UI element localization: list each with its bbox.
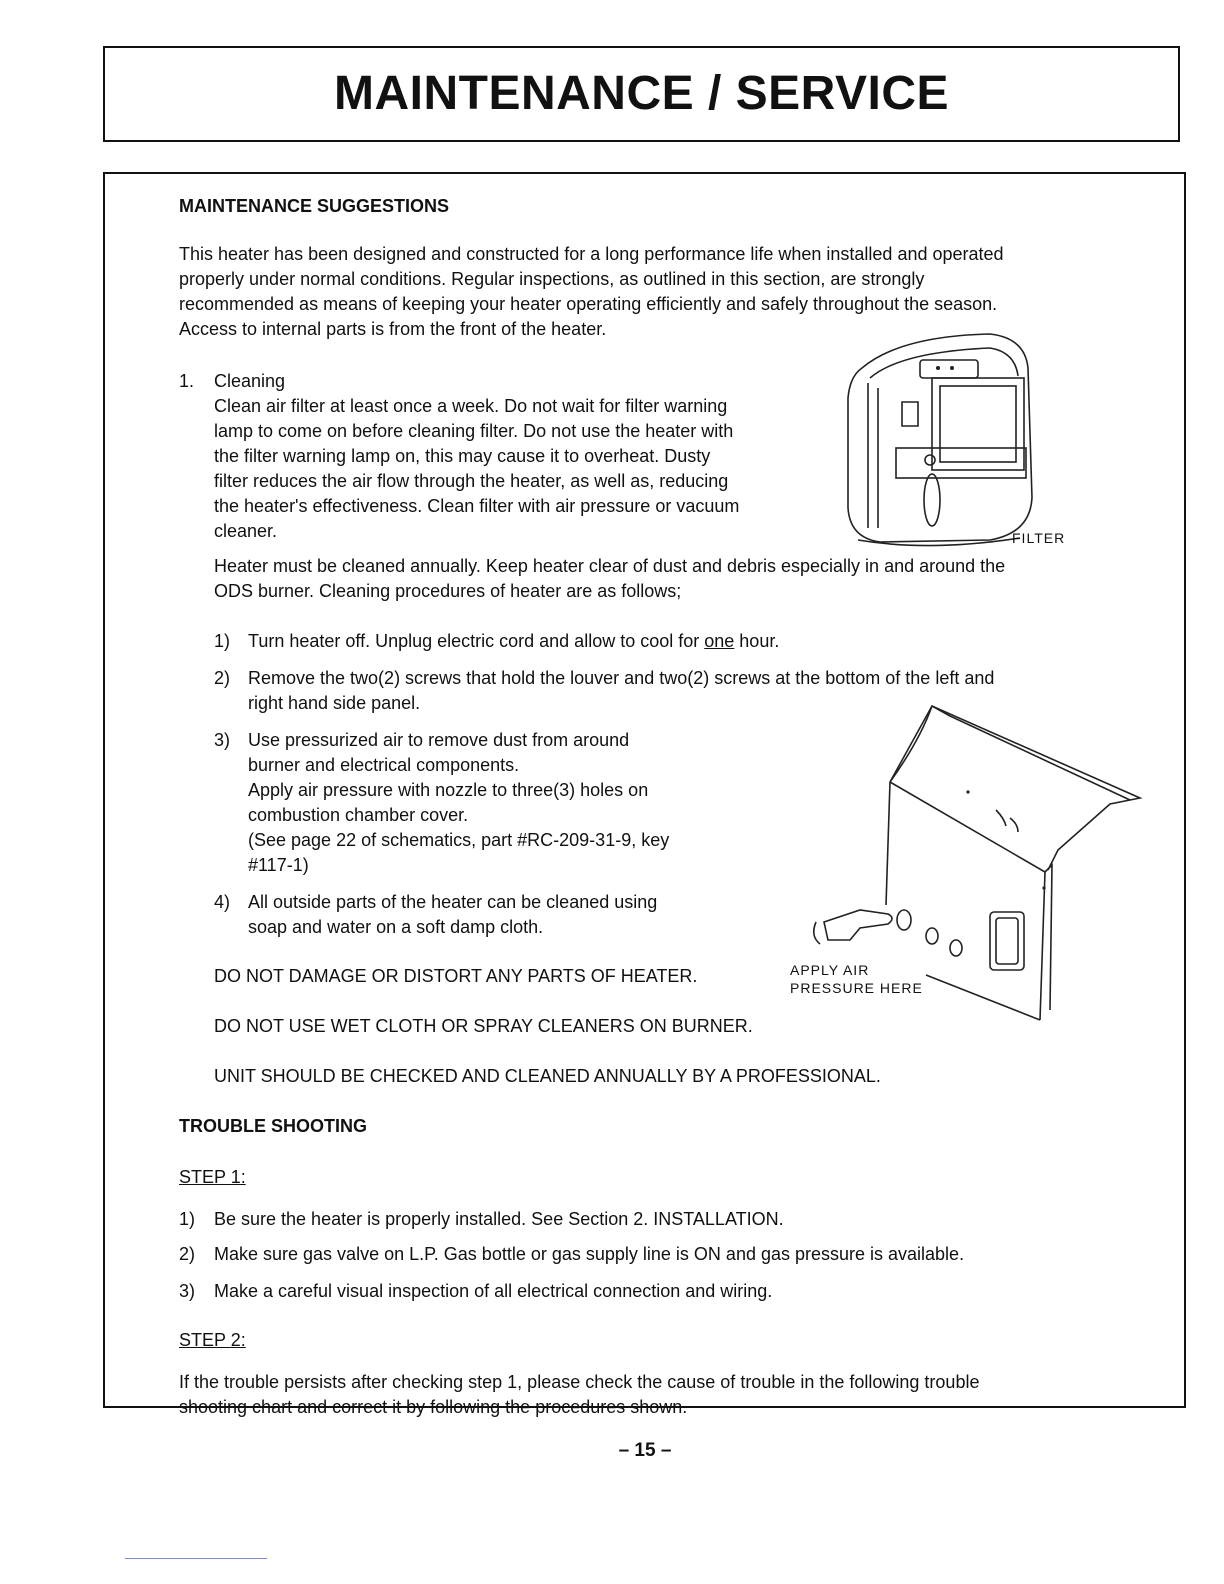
- cleaning-line: the heater's effectiveness. Clean filter with air pressure or vacuum: [214, 496, 740, 516]
- air-label: APPLY AIR: [790, 962, 870, 978]
- cleaning-title: Cleaning: [214, 371, 286, 391]
- step-text: Use pressurized air to remove dust from around: [248, 730, 630, 750]
- step1-number: 3): [179, 1281, 196, 1301]
- troubleshooting-heading: TROUBLE SHOOTING: [179, 1116, 367, 1136]
- intro-line: recommended as means of keeping your heater operating efficiently and safely throughout the season.: [179, 294, 998, 314]
- intro-line: properly under normal conditions. Regular inspections, as outlined in this section, are strongly: [179, 269, 925, 289]
- warning-text: DO NOT DAMAGE OR DISTORT ANY PARTS OF HEATER.: [214, 966, 698, 986]
- air-label: PRESSURE HERE: [790, 980, 923, 996]
- cleaning-line: lamp to come on before cleaning filter. Do not use the heater with: [214, 421, 734, 441]
- title-box: [103, 46, 1180, 142]
- cleaning-line: the filter warning lamp on, this may cause it to overheat. Dusty: [214, 446, 711, 466]
- step-text: soap and water on a soft damp cloth.: [248, 917, 544, 937]
- step-text: All outside parts of the heater can be cleaned using: [248, 892, 658, 912]
- filter-label: FILTER: [1012, 530, 1066, 546]
- step-text: (See page 22 of schematics, part #RC-209-31-9, key: [248, 830, 670, 850]
- step-number: 2): [214, 668, 231, 688]
- step-text: burner and electrical components.: [248, 755, 520, 775]
- step-text: #117-1): [248, 855, 309, 875]
- step2-text: shooting chart and correct it by following the procedures shown.: [179, 1397, 688, 1417]
- cleaning-line: filter reduces the air flow through the heater, as well as, reducing: [214, 471, 729, 491]
- intro-line: This heater has been designed and constructed for a long performance life when installed and operated: [179, 244, 1004, 264]
- step1-label: STEP 1:: [179, 1167, 246, 1187]
- step1-number: 1): [179, 1209, 196, 1229]
- step1-text: Be sure the heater is properly installed. See Section 2. INSTALLATION.: [214, 1209, 784, 1229]
- cleaning-line: Clean air filter at least once a week. Do not wait for filter warning: [214, 396, 728, 416]
- step1-text: Make sure gas valve on L.P. Gas bottle or gas supply line is ON and gas pressure is available.: [214, 1244, 965, 1264]
- annual-line: ODS burner. Cleaning procedures of heater are as follows;: [214, 581, 682, 601]
- page-title: MAINTENANCE / SERVICE: [333, 67, 950, 120]
- step-text: combustion chamber cover.: [248, 805, 469, 825]
- step-text: Remove the two(2) screws that hold the louver and two(2) screws at the bottom of the left and: [248, 668, 995, 688]
- step-number: 4): [214, 892, 231, 912]
- step2-text: If the trouble persists after checking step 1, please check the cause of trouble in the following trouble: [179, 1372, 980, 1392]
- step1-text: Make a careful visual inspection of all electrical connection and wiring.: [214, 1281, 773, 1301]
- step-number: 3): [214, 730, 231, 750]
- footer-rule: [125, 1558, 267, 1559]
- warning-text: DO NOT USE WET CLOTH OR SPRAY CLEANERS ON BURNER.: [214, 1016, 753, 1036]
- maintenance-heading: MAINTENANCE SUGGESTIONS: [179, 196, 450, 216]
- step-number: 1): [214, 631, 231, 651]
- heater-illustration: [840, 328, 1045, 550]
- step1-number: 2): [179, 1244, 196, 1264]
- warning-text: UNIT SHOULD BE CHECKED AND CLEANED ANNUALLY BY A PROFESSIONAL.: [214, 1066, 881, 1086]
- page-number: – 15 –: [618, 1440, 672, 1461]
- annual-line: Heater must be cleaned annually. Keep heater clear of dust and debris especially in and around the: [214, 556, 1006, 576]
- step-text: right hand side panel.: [248, 693, 421, 713]
- intro-line: Access to internal parts is from the front of the heater.: [179, 319, 607, 339]
- cleaning-number: 1.: [179, 371, 195, 391]
- step2-label: STEP 2:: [179, 1330, 246, 1350]
- cleaning-line: cleaner.: [214, 521, 278, 541]
- step-text: Apply air pressure with nozzle to three(3) holes on: [248, 780, 649, 800]
- step-text: Turn heater off. Unplug electric cord and allow to cool for one hour.: [248, 631, 780, 651]
